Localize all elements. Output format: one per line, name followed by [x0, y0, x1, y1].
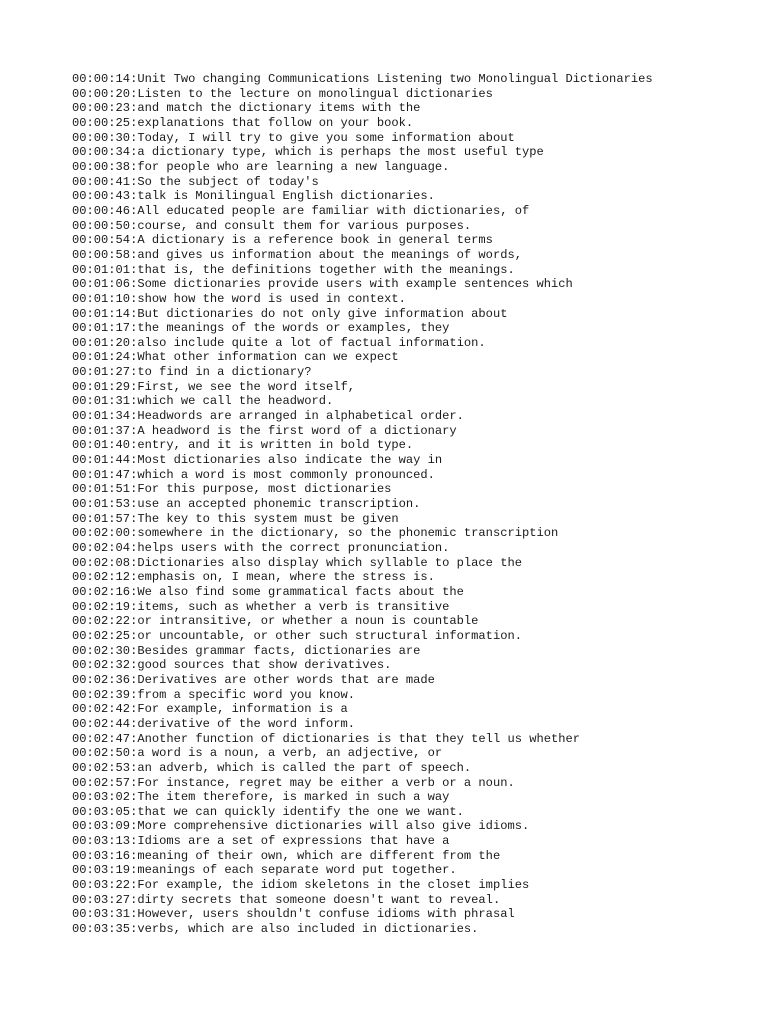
transcript-line: 00:00:30:Today, I will try to give you some information about	[72, 130, 515, 145]
timestamp: 00:02:53	[72, 760, 131, 775]
transcript-line: 00:03:02:The item therefore, is marked in such a way	[72, 790, 450, 805]
caption-text: talk is Monilingual English dictionaries.	[137, 189, 435, 204]
timestamp: 00:02:19	[72, 599, 131, 614]
timestamp: 00:02:47	[72, 731, 131, 746]
transcript-line: 00:03:19:meanings of each separate word put together.	[72, 863, 457, 878]
caption-text: A headword is the first word of a dictionary	[137, 423, 457, 438]
timestamp: 00:03:31	[72, 907, 131, 922]
transcript-line: 00:01:27:to find in a dictionary?	[72, 365, 312, 380]
caption-text: All educated people are familiar with dictionaries, of	[137, 203, 530, 218]
transcript-line: 00:01:29:First, we see the word itself,	[72, 379, 356, 394]
transcript-line: 00:02:36:Derivatives are other words that are made	[72, 672, 435, 687]
timestamp: 00:00:38	[72, 159, 131, 174]
caption-text: an adverb, which is called the part of speech.	[137, 760, 472, 775]
transcript-line: 00:03:35:verbs, which are also included in dictionaries.	[72, 922, 479, 937]
caption-text: For instance, regret may be either a verb or a noun.	[137, 775, 515, 790]
timestamp: 00:03:02	[72, 790, 131, 805]
caption-text: dirty secrets that someone doesn't want to reveal.	[137, 892, 501, 907]
transcript-line: 00:00:43:talk is Monilingual English dictionaries.	[72, 189, 435, 204]
caption-text: Unit Two changing Communications Listening two Monolingual Dictionaries	[137, 72, 653, 86]
caption-text: that is, the definitions together with the meanings.	[137, 262, 515, 277]
caption-text: For example, information is a	[137, 702, 348, 717]
timestamp: 00:01:24	[72, 350, 131, 365]
timestamp: 00:00:25	[72, 115, 131, 130]
transcript-line: 00:02:44:derivative of the word inform.	[72, 716, 356, 731]
caption-text: or uncountable, or other such structural information.	[137, 628, 522, 643]
caption-text: emphasis on, I mean, where the stress is.	[137, 570, 435, 585]
timestamp: 00:01:51	[72, 482, 131, 497]
transcript-line: 00:01:17:the meanings of the words or examples, they	[72, 321, 450, 336]
timestamp: 00:03:09	[72, 819, 131, 834]
transcript-line: 00:00:41:So the subject of today's	[72, 174, 319, 189]
timestamp: 00:01:10	[72, 291, 131, 306]
caption-text: which we call the headword.	[137, 394, 334, 409]
transcript-line: 00:03:09:More comprehensive dictionaries will also give idioms.	[72, 819, 530, 834]
transcript-line: 00:00:23:and match the dictionary items with the	[72, 101, 421, 116]
timestamp: 00:01:01	[72, 262, 131, 277]
timestamp: 00:01:17	[72, 321, 131, 336]
caption-text: helps users with the correct pronunciation.	[137, 541, 450, 555]
timestamp: 00:01:47	[72, 467, 131, 482]
timestamp: 00:00:46	[72, 203, 131, 218]
timestamp: 00:00:50	[72, 218, 131, 233]
transcript-line: 00:01:06:Some dictionaries provide users with example sentences which	[72, 277, 573, 292]
transcript-line: 00:03:05:that we can quickly identify the one we want.	[72, 804, 464, 819]
caption-text: The key to this system must be given	[137, 511, 399, 526]
transcript-line: 00:02:25:or uncountable, or other such structural information.	[72, 628, 522, 643]
timestamp: 00:02:30	[72, 643, 131, 658]
transcript-line: 00:01:57:The key to this system must be given	[72, 511, 399, 526]
caption-text: Listen to the lecture on monolingual dictionaries	[137, 86, 493, 101]
caption-text: meaning of their own, which are different from the	[137, 848, 501, 863]
caption-text: entry, and it is written in bold type.	[137, 438, 414, 453]
timestamp: 00:00:43	[72, 189, 131, 204]
caption-text: derivative of the word inform.	[137, 716, 356, 731]
transcript-line: 00:03:22:For example, the idiom skeletons in the closet implies	[72, 878, 530, 893]
transcript-line: 00:02:22:or intransitive, or whether a noun is countable	[72, 614, 479, 629]
transcript-line: 00:00:14:Unit Two changing Communications Listening two Monolingual Dictionaries	[72, 72, 653, 86]
transcript-line: 00:00:58:and gives us information about the meanings of words,	[72, 247, 522, 262]
transcript-line: 00:01:31:which we call the headword.	[72, 394, 334, 409]
timestamp: 00:00:41	[72, 174, 131, 189]
timestamp: 00:01:29	[72, 379, 131, 394]
timestamp: 00:00:23	[72, 101, 131, 116]
transcript-line: 00:01:24:What other information can we expect	[72, 350, 399, 365]
caption-text: First, we see the word itself,	[137, 379, 356, 394]
timestamp: 00:03:27	[72, 892, 131, 907]
timestamp: 00:02:00	[72, 526, 131, 541]
caption-text: Dictionaries also display which syllable to place the	[137, 555, 522, 570]
caption-text: also include quite a lot of factual information.	[137, 335, 486, 350]
transcript-line: 00:02:19:items, such as whether a verb is transitive	[72, 599, 450, 614]
transcript-line: 00:02:12:emphasis on, I mean, where the stress is.	[72, 570, 435, 585]
timestamp: 00:02:57	[72, 775, 131, 790]
transcript-line: 00:02:42:For example, information is a	[72, 702, 348, 717]
timestamp: 00:02:42	[72, 702, 131, 717]
caption-text: A dictionary is a reference book in general terms	[137, 233, 493, 248]
transcript-line: 00:00:34:a dictionary type, which is perhaps the most useful type	[72, 145, 544, 160]
transcript-line: 00:03:16:meaning of their own, which are different from the	[72, 848, 501, 863]
transcript-line: 00:01:10:show how the word is used in context.	[72, 291, 406, 306]
timestamp: 00:00:58	[72, 247, 131, 262]
transcript-line: 00:03:31:However, users shouldn't confuse idioms with phrasal	[72, 907, 515, 922]
timestamp: 00:02:44	[72, 716, 131, 731]
transcript-line: 00:00:20:Listen to the lecture on monolingual dictionaries	[72, 86, 493, 101]
caption-text: More comprehensive dictionaries will also give idioms.	[137, 819, 530, 834]
timestamp: 00:01:34	[72, 409, 131, 424]
transcript-line: 00:00:50:course, and consult them for various purposes.	[72, 218, 472, 233]
transcript-line: 00:02:57:For instance, regret may be either a verb or a noun.	[72, 775, 515, 790]
transcript-line: 00:02:04:helps users with the correct pronunciation.	[72, 541, 450, 555]
timestamp: 00:00:30	[72, 130, 131, 145]
timestamp: 00:02:04	[72, 541, 131, 555]
timestamp: 00:00:54	[72, 233, 131, 248]
timestamp: 00:03:13	[72, 834, 131, 849]
transcript-line: 00:02:16:We also find some grammatical facts about the	[72, 584, 464, 599]
caption-text: What other information can we expect	[137, 350, 399, 365]
transcript-line: 00:02:50:a word is a noun, a verb, an adjective, or	[72, 746, 443, 761]
caption-text: Derivatives are other words that are made	[137, 672, 435, 687]
caption-text: Most dictionaries also indicate the way in	[137, 453, 443, 468]
caption-text: for people who are learning a new language.	[137, 159, 450, 174]
caption-text: which a word is most commonly pronounced.	[137, 467, 435, 482]
transcript-line: 00:03:13:Idioms are a set of expressions that have a	[72, 834, 450, 849]
caption-text: Today, I will try to give you some information about	[137, 130, 515, 145]
transcript-line: 00:01:34:Headwords are arranged in alphabetical order.	[72, 409, 464, 424]
transcript-line: 00:01:53:use an accepted phonemic transcription.	[72, 497, 421, 512]
transcript-line: 00:01:44:Most dictionaries also indicate the way in	[72, 453, 443, 468]
caption-text: For this purpose, most dictionaries	[137, 482, 392, 497]
timestamp: 00:03:19	[72, 863, 131, 878]
caption-text: show how the word is used in context.	[137, 291, 406, 306]
timestamp: 00:01:31	[72, 394, 131, 409]
transcript-line: 00:03:27:dirty secrets that someone doesn't want to reveal.	[72, 892, 501, 907]
caption-text: course, and consult them for various purposes.	[137, 218, 472, 233]
transcript-line: 00:00:38:for people who are learning a new language.	[72, 159, 450, 174]
transcript-line: 00:00:25:explanations that follow on your book.	[72, 115, 414, 130]
transcript-line: 00:01:37:A headword is the first word of a dictionary	[72, 423, 457, 438]
timestamp: 00:03:16	[72, 848, 131, 863]
timestamp: 00:03:05	[72, 804, 131, 819]
timestamp: 00:01:27	[72, 365, 131, 380]
timestamp: 00:02:25	[72, 628, 131, 643]
caption-text: good sources that show derivatives.	[137, 658, 392, 673]
caption-text: So the subject of today's	[137, 174, 319, 189]
caption-text: and match the dictionary items with the	[137, 101, 421, 116]
timestamp: 00:02:32	[72, 658, 131, 673]
timestamp: 00:01:20	[72, 335, 131, 350]
transcript-line: 00:02:30:Besides grammar facts, dictionaries are	[72, 643, 421, 658]
transcript-line: 00:01:47:which a word is most commonly pronounced.	[72, 467, 435, 482]
caption-text: that we can quickly identify the one we want.	[137, 804, 464, 819]
caption-text: Another function of dictionaries is that they tell us whether	[137, 731, 581, 746]
transcript-line: 00:00:46:All educated people are familiar with dictionaries, of	[72, 203, 530, 218]
timestamp: 00:01:37	[72, 423, 131, 438]
transcript-line: 00:02:39:from a specific word you know.	[72, 687, 356, 702]
caption-text: Some dictionaries provide users with example sentences which	[137, 277, 573, 292]
timestamp: 00:02:22	[72, 614, 131, 629]
transcript-line: 00:02:32:good sources that show derivatives.	[72, 658, 392, 673]
transcript-line: 00:01:14:But dictionaries do not only give information about	[72, 306, 508, 321]
timestamp: 00:00:20	[72, 86, 131, 101]
caption-text: and gives us information about the meanings of words,	[137, 247, 522, 262]
timestamp: 00:01:44	[72, 453, 131, 468]
transcript-line: 00:01:40:entry, and it is written in bold type.	[72, 438, 414, 453]
caption-text: Idioms are a set of expressions that have a	[137, 834, 450, 849]
timestamp: 00:02:36	[72, 672, 131, 687]
transcript-line: 00:01:51:For this purpose, most dictionaries	[72, 482, 392, 497]
caption-text: But dictionaries do not only give information about	[137, 306, 508, 321]
timestamp: 00:01:53	[72, 497, 131, 512]
caption-text: the meanings of the words or examples, they	[137, 321, 450, 336]
caption-text: a dictionary type, which is perhaps the most useful type	[137, 145, 544, 160]
caption-text: explanations that follow on your book.	[137, 115, 414, 130]
timestamp: 00:02:08	[72, 555, 131, 570]
caption-text: We also find some grammatical facts about the	[137, 584, 464, 599]
transcript-line: 00:01:20:also include quite a lot of factual information.	[72, 335, 486, 350]
caption-text: somewhere in the dictionary, so the phonemic transcription	[137, 526, 559, 541]
caption-text: from a specific word you know.	[137, 687, 356, 702]
timestamp: 00:00:34	[72, 145, 131, 160]
caption-text: verbs, which are also included in dictionaries.	[137, 922, 479, 937]
timestamp: 00:03:22	[72, 878, 131, 893]
transcript-line: 00:02:08:Dictionaries also display which syllable to place the	[72, 555, 522, 570]
caption-text: Besides grammar facts, dictionaries are	[137, 643, 421, 658]
timestamp: 00:01:57	[72, 511, 131, 526]
caption-text: Headwords are arranged in alphabetical order.	[137, 409, 464, 424]
transcript-line: 00:02:00:somewhere in the dictionary, so the phonemic transcription	[72, 526, 559, 541]
timestamp: 00:02:39	[72, 687, 131, 702]
caption-text: a word is a noun, a verb, an adjective, or	[137, 746, 443, 761]
timestamp: 00:02:50	[72, 746, 131, 761]
caption-text: use an accepted phonemic transcription.	[137, 497, 421, 512]
caption-text: The item therefore, is marked in such a way	[137, 790, 450, 805]
transcript-line: 00:02:47:Another function of dictionaries is that they tell us whether	[72, 731, 581, 746]
transcript-body	[72, 72, 653, 937]
timestamp: 00:01:40	[72, 438, 131, 453]
transcript-line: 00:02:53:an adverb, which is called the part of speech.	[72, 760, 472, 775]
timestamp: 00:01:14	[72, 306, 131, 321]
caption-text: or intransitive, or whether a noun is countable	[137, 614, 479, 629]
caption-text: to find in a dictionary?	[137, 365, 312, 380]
transcript-line: 00:01:01:that is, the definitions together with the meanings.	[72, 262, 515, 277]
caption-text: For example, the idiom skeletons in the closet implies	[137, 878, 530, 893]
timestamp: 00:01:06	[72, 277, 131, 292]
timestamp: 00:00:14	[72, 72, 131, 86]
timestamp: 00:03:35	[72, 922, 131, 937]
caption-text: items, such as whether a verb is transitive	[137, 599, 450, 614]
timestamp: 00:02:12	[72, 570, 131, 585]
caption-text: meanings of each separate word put together.	[137, 863, 457, 878]
caption-text: However, users shouldn't confuse idioms with phrasal	[137, 907, 515, 922]
transcript-line: 00:00:54:A dictionary is a reference book in general terms	[72, 233, 493, 248]
timestamp: 00:02:16	[72, 584, 131, 599]
